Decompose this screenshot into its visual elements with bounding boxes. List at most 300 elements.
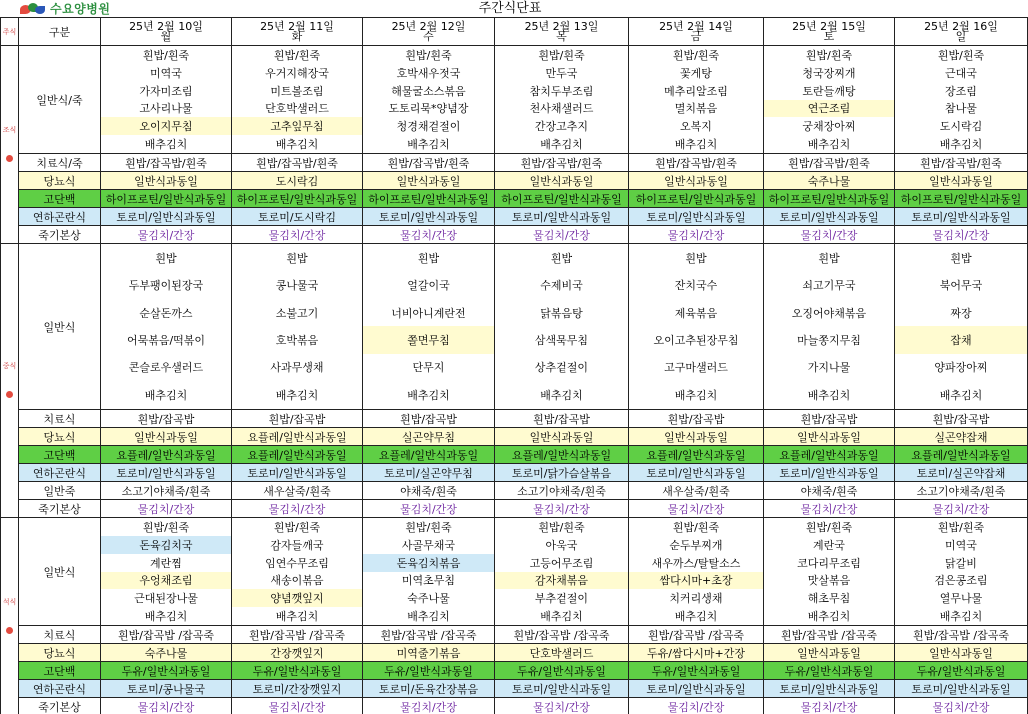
diet-row	[1, 172, 1028, 190]
flower-icon	[1, 391, 18, 400]
day-menu-cell	[764, 244, 895, 410]
diet-cell: 두유/쌈다시마+간장	[629, 644, 764, 662]
diet-cell: 요플레/일반식과동일	[363, 446, 495, 464]
diet-label: 당뇨식	[19, 644, 101, 662]
menu-item: 참치두부조림	[529, 84, 594, 98]
diet-cell: 흰밥/잡곡밥 /잡곡죽	[495, 626, 629, 644]
menu-item: 흰밥	[417, 252, 440, 266]
diet-cell: 단호박샐러드	[495, 644, 629, 662]
diet-cell: 물김치/간장	[629, 226, 764, 244]
day-menu-cell	[629, 244, 764, 410]
menu-item: 흰밥/흰죽	[805, 521, 853, 535]
diet-row	[1, 500, 1028, 518]
diet-cell: 새우살죽/흰죽	[232, 482, 363, 500]
day-date: 25년 2월 10일	[129, 19, 203, 33]
diet-cell: 두유/일반식과동일	[232, 662, 363, 680]
diet-cell: 새우살죽/흰죽	[629, 482, 764, 500]
menu-item: 쫄면무침	[363, 326, 494, 353]
diet-cell: 일반식과동일	[101, 172, 232, 190]
diet-cell: 소고기야채죽/흰죽	[495, 482, 629, 500]
diet-label: 당뇨식	[19, 172, 101, 190]
day-of-week: 화	[291, 29, 303, 43]
diet-cell: 두유/일반식과동일	[764, 662, 895, 680]
diet-label: 당뇨식	[19, 428, 101, 446]
diet-cell: 흰밥/잡곡밥/흰죽	[895, 154, 1028, 172]
diet-cell: 일반식과동일	[895, 644, 1028, 662]
day-menu-cell	[101, 46, 232, 154]
day-date: 25년 2월 15일	[792, 19, 866, 33]
diet-cell: 물김치/간장	[895, 226, 1028, 244]
menu-item: 배추김치	[807, 609, 851, 623]
menu-item: 배추김치	[540, 388, 583, 402]
menu-item: 오이고추된장무침	[653, 334, 739, 348]
day-menu-cell	[363, 244, 495, 410]
menu-item: 가자미조림	[139, 84, 193, 98]
diet-cell: 물김치/간장	[495, 698, 629, 714]
diet-cell: 물김치/간장	[232, 698, 363, 714]
meal-main-row	[1, 244, 1028, 410]
diet-cell: 토로미/실곤약잡채	[895, 464, 1028, 482]
diet-cell: 하이프로틴/일반식과동일	[232, 190, 363, 208]
menu-item: 수제비국	[540, 279, 583, 293]
menu-item: 어묵볶음/떡볶이	[126, 334, 206, 348]
diet-cell: 일반식과동일	[101, 428, 232, 446]
day-date: 25년 2월 14일	[659, 19, 733, 33]
menu-item: 고사리나물	[139, 102, 193, 116]
diet-cell: 흰밥/잡곡밥/흰죽	[101, 154, 232, 172]
day-menu-cell	[363, 518, 495, 626]
menu-item: 만두국	[545, 67, 578, 80]
top-bar	[0, 0, 1028, 17]
diet-cell: 토로미/일반식과동일	[895, 208, 1028, 226]
day-header	[101, 18, 232, 46]
menu-item: 흰밥/흰죽	[937, 49, 985, 63]
diet-cell: 물김치/간장	[495, 226, 629, 244]
menu-item: 흰밥/흰죽	[805, 49, 853, 63]
diet-cell: 물김치/간장	[895, 698, 1028, 714]
menu-item: 부추겉절이	[534, 592, 589, 606]
menu-item: 배추김치	[540, 137, 583, 151]
menu-item: 제육볶음	[674, 306, 718, 320]
menu-item: 흰밥/흰죽	[273, 49, 321, 63]
day-date: 25년 2월 13일	[524, 19, 599, 33]
menu-item: 흰밥/흰죽	[538, 49, 585, 63]
meal-side-label	[1, 518, 19, 714]
menu-item: 멸치볶음	[674, 102, 718, 116]
menu-item: 가지나물	[807, 361, 851, 375]
menu-item: 두부팽이된장국	[128, 279, 204, 293]
menu-item: 꽃게탕	[680, 67, 712, 80]
diet-label: 죽기본상	[19, 226, 101, 244]
diet-cell: 토로미/일반식과동일	[101, 208, 232, 226]
day-date: 25년 2월 16일	[924, 19, 998, 33]
diet-cell: 물김치/간장	[363, 698, 495, 714]
diet-cell: 토로미/콩나물국	[101, 680, 232, 698]
diet-cell: 흰밥/잡곡밥	[629, 410, 764, 428]
diet-cell: 요플레/일반식과동일	[629, 446, 764, 464]
menu-item: 도토리묵*양념장	[388, 102, 469, 116]
menu-item: 마늘쫑지무침	[797, 334, 861, 348]
menu-item: 감자채볶음	[495, 572, 628, 590]
diet-cell: 하이프로틴/일반식과동일	[363, 190, 495, 208]
diet-cell: 토로미/일반식과동일	[764, 208, 895, 226]
menu-item: 삼색묵무침	[534, 334, 589, 348]
diet-cell: 요플레/일반식과동일	[232, 428, 363, 446]
diet-cell: 흰밥/잡곡밥	[363, 410, 495, 428]
menu-item: 짜장	[950, 306, 972, 320]
diet-cell: 흰밥/잡곡밥 /잡곡죽	[629, 626, 764, 644]
menu-item: 콘슬로우샐러드	[128, 361, 204, 375]
menu-item: 흰밥/흰죽	[405, 49, 452, 63]
menu-item: 청경채겉절이	[396, 120, 461, 134]
menu-item: 너비아니계란전	[391, 306, 466, 320]
menu-item: 배추김치	[674, 388, 718, 402]
diet-cell: 흰밥/잡곡밥 /잡곡죽	[895, 626, 1028, 644]
diet-label: 고단백	[19, 446, 101, 464]
diet-row	[1, 698, 1028, 714]
header-gubun: 구분	[19, 18, 101, 46]
menu-item: 코다리무조림	[797, 556, 861, 570]
day-menu-cell	[232, 518, 363, 626]
diet-cell: 토로미/일반식과동일	[629, 208, 764, 226]
diet-cell: 소고기야채죽/흰죽	[101, 482, 232, 500]
diet-cell: 요플레/일반식과동일	[232, 446, 363, 464]
diet-cell: 일반식과동일	[363, 172, 495, 190]
menu-item: 잔치국수	[674, 279, 718, 293]
diet-cell: 토로미/간장깻잎지	[232, 680, 363, 698]
menu-item: 고구마샐러드	[664, 361, 728, 375]
menu-item: 쇠고기무국	[802, 279, 856, 293]
day-header	[629, 18, 764, 46]
diet-cell: 요플레/일반식과동일	[895, 446, 1028, 464]
menu-item: 연근조림	[764, 100, 894, 118]
diet-label: 일반죽	[19, 482, 101, 500]
day-menu-cell	[629, 518, 764, 626]
diet-row	[1, 428, 1028, 446]
diet-cell: 토로미/실곤약무침	[363, 464, 495, 482]
diet-row	[1, 154, 1028, 172]
day-of-week: 일	[955, 29, 967, 43]
diet-cell: 하이프로틴/일반식과동일	[495, 190, 629, 208]
diet-cell: 토로미/일반식과동일	[629, 680, 764, 698]
diet-cell: 토로미/일반식과동일	[495, 680, 629, 698]
menu-item: 미역국	[150, 67, 182, 80]
menu-item: 흰밥/흰죽	[142, 521, 190, 535]
menu-item: 흰밥/흰죽	[142, 49, 190, 63]
menu-item: 사과무생채	[270, 361, 324, 375]
diet-label: 치료식	[19, 626, 101, 644]
weekly-menu-table	[0, 17, 1028, 714]
diet-cell: 일반식과동일	[495, 172, 629, 190]
diet-cell: 물김치/간장	[764, 500, 895, 518]
menu-item: 흰밥	[685, 252, 707, 266]
menu-item: 도시락김	[939, 120, 983, 134]
menu-item: 계란찜	[150, 556, 182, 570]
diet-cell: 물김치/간장	[629, 698, 764, 714]
menu-item: 청국장찌개	[802, 67, 856, 80]
day-of-week: 목	[556, 29, 567, 43]
menu-item: 배추김치	[275, 137, 319, 151]
diet-cell: 야채죽/흰죽	[764, 482, 895, 500]
diet-row	[1, 680, 1028, 698]
diet-cell: 물김치/간장	[895, 500, 1028, 518]
menu-item: 상추겉절이	[534, 361, 589, 375]
diet-cell: 두유/일반식과동일	[363, 662, 495, 680]
menu-item: 우거지해장국	[265, 67, 329, 80]
menu-item: 검은콩조림	[934, 574, 988, 588]
day-header	[495, 18, 629, 46]
menu-item: 호박새우젓국	[396, 67, 461, 80]
category-label: 일반식/죽	[19, 46, 101, 154]
menu-item: 배추김치	[144, 609, 188, 623]
diet-cell: 흰밥/잡곡밥/흰죽	[232, 154, 363, 172]
diet-row	[1, 662, 1028, 680]
diet-cell: 두유/일반식과동일	[629, 662, 764, 680]
header-row	[1, 18, 1028, 46]
diet-cell: 일반식과동일	[895, 172, 1028, 190]
menu-item: 호박볶음	[275, 334, 319, 348]
diet-cell: 도시락김	[232, 172, 363, 190]
diet-row	[1, 226, 1028, 244]
menu-item: 배추김치	[939, 388, 983, 402]
diet-cell: 간장깻잎지	[232, 644, 363, 662]
diet-cell: 미역줄기볶음	[363, 644, 495, 662]
diet-cell: 흰밥/잡곡밥	[764, 410, 895, 428]
menu-item: 아욱국	[545, 539, 578, 552]
hospital-logo	[20, 1, 110, 16]
diet-cell: 요플레/일반식과동일	[764, 446, 895, 464]
menu-item: 잡채	[895, 326, 1027, 353]
menu-item: 단무지	[412, 361, 445, 375]
hospital-name: 수요양병원	[50, 2, 111, 16]
menu-item: 북어무국	[939, 279, 983, 293]
diet-label: 치료식	[19, 410, 101, 428]
diet-cell: 토로미/일반식과동일	[895, 680, 1028, 698]
diet-cell: 흰밥/잡곡밥	[495, 410, 629, 428]
diet-label: 연하곤란식	[19, 680, 101, 698]
diet-cell: 토로미/일반식과동일	[232, 464, 363, 482]
flower-icon	[1, 627, 18, 636]
diet-cell: 두유/일반식과동일	[101, 662, 232, 680]
menu-item: 흰밥	[155, 252, 177, 266]
diet-cell: 흰밥/잡곡밥 /잡곡죽	[363, 626, 495, 644]
diet-cell: 토로미/일반식과동일	[101, 464, 232, 482]
diet-label: 죽기본상	[19, 698, 101, 714]
header-side-label: 주식	[1, 18, 19, 46]
menu-item: 돈육김치볶음	[363, 554, 494, 572]
menu-item: 새송이볶음	[270, 574, 324, 588]
menu-item: 흰밥	[950, 252, 972, 266]
diet-cell: 요플레/일반식과동일	[101, 446, 232, 464]
diet-cell: 하이프로틴/일반식과동일	[895, 190, 1028, 208]
menu-item: 배추김치	[275, 609, 319, 623]
diet-cell: 숙주나물	[101, 644, 232, 662]
menu-item: 얼갈이국	[407, 279, 450, 293]
menu-item: 닭갈비	[945, 556, 977, 570]
diet-cell: 토로미/닭가슴살볶음	[495, 464, 629, 482]
diet-cell: 흰밥/잡곡밥/흰죽	[363, 154, 495, 172]
day-of-week: 월	[160, 29, 172, 43]
diet-row	[1, 464, 1028, 482]
diet-cell: 야채죽/흰죽	[363, 482, 495, 500]
diet-cell: 일반식과동일	[495, 428, 629, 446]
diet-label: 죽기본상	[19, 500, 101, 518]
day-menu-cell	[764, 518, 895, 626]
flower-icon	[1, 155, 18, 164]
diet-row	[1, 446, 1028, 464]
menu-item: 소불고기	[275, 306, 319, 320]
diet-cell: 토로미/돈육간장볶음	[363, 680, 495, 698]
meal-side-label	[1, 244, 19, 518]
diet-cell: 하이프로틴/일반식과동일	[101, 190, 232, 208]
menu-item: 해초무침	[807, 592, 851, 606]
menu-item: 흰밥/흰죽	[273, 521, 321, 535]
diet-cell: 토로미/일반식과동일	[495, 208, 629, 226]
menu-item: 흰밥/흰죽	[937, 521, 985, 535]
diet-cell: 흰밥/잡곡밥/흰죽	[495, 154, 629, 172]
menu-item: 치커리생채	[669, 592, 723, 606]
day-menu-cell	[101, 518, 232, 626]
day-menu-cell	[629, 46, 764, 154]
meal-main-row	[1, 46, 1028, 154]
diet-cell: 물김치/간장	[363, 500, 495, 518]
day-menu-cell	[101, 244, 232, 410]
menu-item: 장조림	[945, 84, 977, 98]
menu-item: 우엉채조림	[101, 572, 231, 590]
day-header	[363, 18, 495, 46]
menu-item: 근대된장나물	[134, 592, 198, 606]
menu-item: 사골무채국	[401, 539, 456, 552]
day-menu-cell	[232, 46, 363, 154]
menu-item: 미역초무침	[401, 574, 456, 588]
day-menu-cell	[232, 244, 363, 410]
diet-cell: 실곤약잡채	[895, 428, 1028, 446]
menu-item: 오징어야채볶음	[791, 306, 867, 320]
diet-row	[1, 482, 1028, 500]
category-label: 일반식	[19, 244, 101, 410]
menu-item: 숙주나물	[407, 592, 450, 606]
diet-cell: 두유/일반식과동일	[895, 662, 1028, 680]
diet-cell: 일반식과동일	[764, 428, 895, 446]
category-label: 일반식	[19, 518, 101, 626]
menu-item: 해물굴소스볶음	[391, 84, 466, 98]
meal-label: 중식	[2, 362, 17, 370]
diet-cell: 흰밥/잡곡밥/흰죽	[629, 154, 764, 172]
diet-cell: 일반식과동일	[629, 428, 764, 446]
menu-item: 천사채샐러드	[529, 102, 594, 116]
diet-cell: 토로미/일반식과동일	[629, 464, 764, 482]
diet-cell: 흰밥/잡곡밥/흰죽	[764, 154, 895, 172]
menu-item: 양파장아찌	[934, 361, 988, 375]
menu-item: 배추김치	[540, 609, 583, 623]
day-header	[764, 18, 895, 46]
diet-cell: 물김치/간장	[101, 226, 232, 244]
hospital-logo-icon	[20, 2, 46, 16]
menu-item: 배추김치	[144, 137, 188, 151]
diet-cell: 물김치/간장	[101, 698, 232, 714]
day-date: 25년 2월 12일	[391, 19, 466, 33]
menu-item: 배추김치	[407, 137, 450, 151]
menu-item: 흰밥/흰죽	[538, 521, 585, 535]
meal-main-row	[1, 518, 1028, 626]
menu-item: 오복지	[680, 120, 712, 134]
menu-item: 근대국	[945, 67, 977, 80]
diet-label: 고단백	[19, 662, 101, 680]
menu-item: 배추김치	[939, 137, 983, 151]
diet-cell: 토로미/도시락김	[232, 208, 363, 226]
diet-cell: 흰밥/잡곡밥 /잡곡죽	[764, 626, 895, 644]
menu-item: 미역국	[945, 539, 977, 552]
diet-cell: 흰밥/잡곡밥	[101, 410, 232, 428]
day-of-week: 수	[423, 29, 434, 43]
menu-item: 감자들깨국	[270, 539, 324, 552]
menu-item: 흰밥	[550, 252, 573, 266]
menu-item: 흰밥	[818, 252, 840, 266]
menu-item: 콩나물국	[275, 279, 319, 293]
menu-item: 계란국	[813, 539, 845, 552]
menu-item: 순살돈까스	[139, 306, 193, 320]
diet-cell: 토로미/일반식과동일	[764, 464, 895, 482]
diet-label: 치료식/죽	[19, 154, 101, 172]
diet-cell: 물김치/간장	[232, 500, 363, 518]
diet-cell: 일반식과동일	[764, 644, 895, 662]
menu-item: 열무나물	[939, 592, 983, 606]
menu-item: 궁채장아찌	[802, 120, 856, 134]
menu-item: 배추김치	[407, 609, 450, 623]
diet-cell: 물김치/간장	[232, 226, 363, 244]
diet-cell: 흰밥/잡곡밥	[895, 410, 1028, 428]
menu-item: 쌈다시마+초장	[629, 572, 763, 590]
menu-item: 오이지무침	[101, 117, 231, 135]
menu-item: 맛살볶음	[807, 574, 851, 588]
diet-cell: 토로미/일반식과동일	[363, 208, 495, 226]
day-menu-cell	[895, 46, 1028, 154]
menu-item: 양념깻잎지	[232, 589, 362, 607]
day-date: 25년 2월 11일	[260, 19, 334, 33]
day-menu-cell	[895, 518, 1028, 626]
menu-item: 배추김치	[674, 609, 718, 623]
menu-item: 배추김치	[144, 388, 188, 402]
day-menu-cell	[495, 244, 629, 410]
menu-item: 배추김치	[275, 388, 319, 402]
menu-item: 단호박샐러드	[265, 102, 329, 116]
menu-item: 배추김치	[407, 388, 450, 402]
menu-item: 토란들깨탕	[802, 84, 856, 98]
diet-cell: 물김치/간장	[629, 500, 764, 518]
menu-item: 배추김치	[674, 137, 718, 151]
menu-item: 닭볶음탕	[540, 306, 583, 320]
menu-item: 임연수무조림	[265, 556, 329, 570]
diet-cell: 숙주나물	[764, 172, 895, 190]
menu-item: 참나물	[945, 102, 977, 116]
diet-cell: 물김치/간장	[764, 698, 895, 714]
diet-row	[1, 626, 1028, 644]
menu-item: 배추김치	[807, 388, 851, 402]
diet-cell: 토로미/일반식과동일	[764, 680, 895, 698]
diet-cell: 요플레/일반식과동일	[495, 446, 629, 464]
diet-cell: 흰밥/잡곡밥 /잡곡죽	[232, 626, 363, 644]
diet-cell: 소고기야채죽/흰죽	[895, 482, 1028, 500]
diet-label: 연하곤란식	[19, 208, 101, 226]
day-of-week: 금	[690, 29, 702, 43]
menu-item: 돈육김치국	[101, 536, 231, 554]
day-header	[895, 18, 1028, 46]
menu-item: 흰밥/흰죽	[672, 521, 720, 535]
diet-cell: 일반식과동일	[629, 172, 764, 190]
menu-item: 흰밥/흰죽	[405, 521, 452, 535]
diet-cell: 물김치/간장	[101, 500, 232, 518]
day-menu-cell	[363, 46, 495, 154]
